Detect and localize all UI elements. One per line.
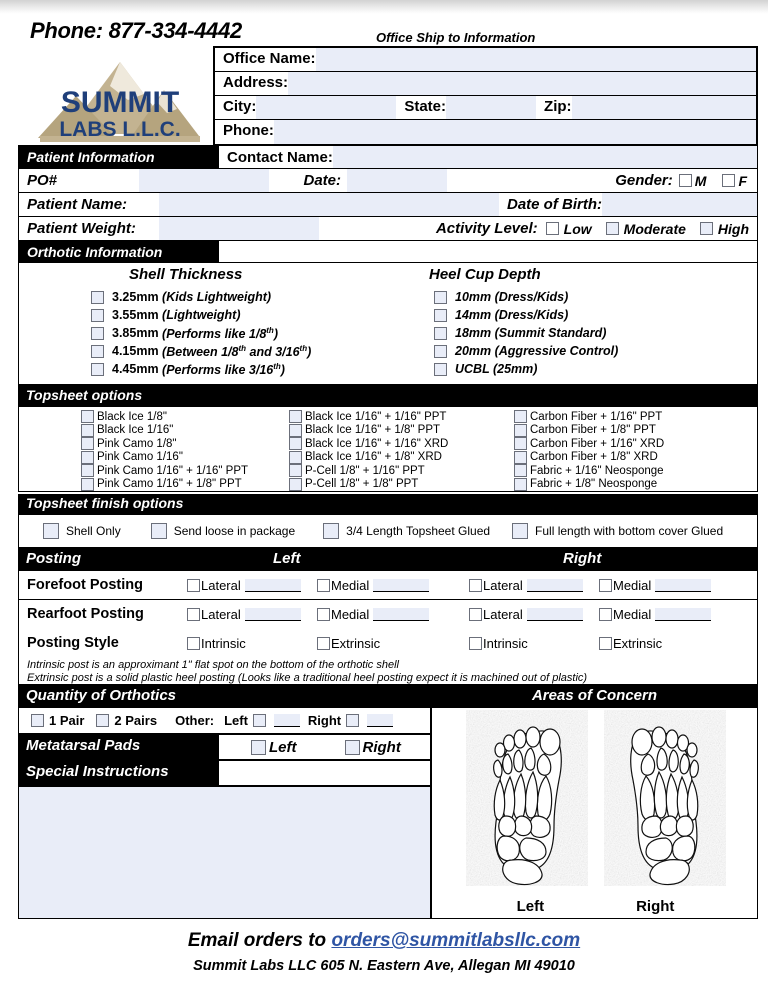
posting-title: Posting: [26, 550, 81, 567]
orthotic-information-panel: [18, 260, 758, 385]
style-left-intrinsic[interactable]: [187, 636, 246, 651]
left-foot-diagram[interactable]: [466, 710, 588, 886]
section-header-patient-information: Patient Information: [19, 146, 219, 168]
forefoot-left-medial-input[interactable]: [373, 579, 429, 592]
shell-option-row[interactable]: [91, 324, 311, 342]
date-label: Date:: [303, 172, 341, 189]
rearfoot-right-medial-input[interactable]: [655, 608, 711, 621]
heel-option-row[interactable]: [434, 306, 618, 324]
patient-name-label: Patient Name:: [27, 196, 128, 213]
two-pairs-checkbox[interactable]: [96, 714, 109, 727]
topsheet-option-checkbox[interactable]: [514, 410, 527, 423]
topsheet-option[interactable]: [289, 451, 448, 465]
left-foot-label: Left: [516, 898, 545, 915]
activity-high-checkbox[interactable]: [700, 222, 713, 235]
heel-option-row[interactable]: [434, 360, 618, 378]
topsheet-option-checkbox[interactable]: [81, 424, 94, 437]
finish-option-checkbox[interactable]: [512, 523, 528, 539]
heel-option-checkbox[interactable]: [434, 309, 447, 322]
forefoot-right-medial-input[interactable]: [655, 579, 711, 592]
section-header-topsheet-finish-options: [18, 494, 758, 515]
topsheet-option-label: Black Ice 1/16" + 1/8" PPT: [305, 424, 441, 437]
finish-option-checkbox[interactable]: [43, 523, 59, 539]
quantity-other-left[interactable]: [224, 713, 300, 728]
topsheet-option-label: Carbon Fiber + 1/16" XRD: [530, 437, 665, 450]
shell-option-row[interactable]: [91, 306, 311, 324]
topsheet-option-label: Fabric + 1/8" Neosponge: [530, 478, 658, 491]
rearfoot-left-lateral-checkbox[interactable]: [187, 608, 200, 621]
forefoot-posting-row: [19, 571, 757, 600]
gender-male-checkbox[interactable]: [679, 174, 692, 187]
intrinsic-label: Intrinsic: [483, 636, 528, 651]
heel-cup-depth-title: Heel Cup Depth: [429, 266, 541, 283]
topsheet-option-label: Carbon Fiber + 1/16" PPT: [530, 410, 663, 423]
heel-option-checkbox[interactable]: [434, 327, 447, 340]
topsheet-option-checkbox[interactable]: [514, 437, 527, 450]
heel-option-row[interactable]: [434, 342, 618, 360]
lateral-label: Lateral: [201, 578, 241, 593]
shell-option-checkbox[interactable]: [91, 309, 104, 322]
topsheet-option[interactable]: [81, 451, 248, 465]
forefoot-right-lateral-checkbox[interactable]: [469, 579, 482, 592]
table-row: [18, 193, 758, 217]
svg-text:LABS L.L.C.: LABS L.L.C.: [59, 118, 181, 141]
rearfoot-left-medial[interactable]: [317, 607, 429, 622]
shell-option-checkbox[interactable]: [91, 345, 104, 358]
rearfoot-posting-label: Rearfoot Posting: [27, 606, 144, 622]
shell-option-desc: (Between 1/8th and 3/16th): [162, 343, 312, 359]
topsheet-option[interactable]: [289, 464, 448, 478]
topsheet-option-label: Fabric + 1/16" Neosponge: [530, 464, 664, 477]
table-row: [215, 72, 756, 96]
quantity-two-pairs[interactable]: [96, 713, 157, 728]
topsheet-option-label: Black Ice 1/16" + 1/16" XRD: [305, 437, 449, 450]
topsheet-option-checkbox[interactable]: [81, 410, 94, 423]
forefoot-left-medial[interactable]: [317, 578, 429, 593]
shell-option-mm: 3.55mm: [112, 308, 159, 322]
special-instructions-title: Special Instructions: [26, 763, 169, 780]
metatarsal-left-label: Left: [269, 738, 297, 756]
topsheet-option[interactable]: [289, 424, 448, 438]
office-name-label: Office Name:: [215, 48, 316, 71]
patient-information-table: [18, 145, 758, 263]
rearfoot-right-lateral-checkbox[interactable]: [469, 608, 482, 621]
heel-option-row[interactable]: [434, 324, 618, 342]
topsheet-option[interactable]: [81, 478, 248, 492]
table-row: [215, 120, 756, 144]
intrinsic-label: Intrinsic: [201, 636, 246, 651]
finish-option[interactable]: [512, 523, 723, 539]
rearfoot-left-lateral-input[interactable]: [245, 608, 301, 621]
shell-option-mm: 3.25mm: [112, 290, 159, 304]
gender-female-label: F: [738, 172, 747, 189]
topsheet-option-label: P-Cell 1/8" + 1/8" PPT: [305, 478, 419, 491]
extrinsic-label: Extrinsic: [331, 636, 381, 651]
section-header-special-instructions: [18, 760, 218, 786]
shell-option-checkbox[interactable]: [91, 363, 104, 376]
topsheet-option-label: Pink Camo 1/16": [97, 451, 183, 464]
special-instructions-textarea[interactable]: [18, 786, 431, 919]
metatarsal-panel: [218, 734, 431, 760]
topsheet-option-label: Carbon Fiber + 1/8" PPT: [530, 424, 656, 437]
topsheet-finish-panel: [18, 515, 758, 548]
office-phone-label: Phone:: [215, 120, 274, 144]
svg-text:SUMMIT: SUMMIT: [60, 86, 180, 119]
finish-option[interactable]: [43, 523, 121, 539]
posting-note-intrinsic: Intrinsic post is an approximant 1" flat spot on the bottom of the orthotic shell: [27, 659, 399, 671]
section-header-quantity-of-orthotics: [18, 685, 431, 708]
address-input[interactable]: [288, 72, 756, 95]
shell-option-mm: 4.15mm: [112, 344, 159, 359]
topsheet-option-checkbox[interactable]: [289, 410, 302, 423]
gender-label: Gender:: [615, 172, 673, 189]
other-right-label: Right: [307, 713, 342, 728]
topsheet-option-checkbox[interactable]: [289, 424, 302, 437]
topsheet-options-panel: [18, 407, 758, 492]
state-label: State:: [396, 96, 446, 119]
activity-low-checkbox[interactable]: [546, 222, 559, 235]
gender-male-label: M: [694, 172, 707, 189]
metatarsal-left[interactable]: [251, 739, 297, 756]
forefoot-right-lateral[interactable]: [469, 578, 583, 593]
style-right-intrinsic-checkbox[interactable]: [469, 637, 482, 650]
quantity-one-pair[interactable]: [31, 713, 84, 728]
finish-option-label: Send loose in package: [173, 524, 296, 538]
office-ship-to-table: [213, 46, 758, 146]
quantity-panel: [18, 708, 431, 734]
topsheet-option[interactable]: [289, 478, 448, 492]
rearfoot-left-medial-checkbox[interactable]: [317, 608, 330, 621]
extrinsic-label: Extrinsic: [613, 636, 663, 651]
rearfoot-left-medial-input[interactable]: [373, 608, 429, 621]
topsheet-option-checkbox[interactable]: [81, 478, 94, 491]
heel-option-checkbox[interactable]: [434, 345, 447, 358]
address-label: Address:: [215, 72, 288, 95]
posting-left-title: Left: [273, 550, 301, 567]
topsheet-option[interactable]: [514, 424, 664, 438]
gender-female-checkbox[interactable]: [722, 174, 735, 187]
topsheet-option-label: Black Ice 1/16" + 1/8" XRD: [305, 451, 442, 464]
metatarsal-right-checkbox[interactable]: [345, 740, 360, 755]
topsheet-option[interactable]: [81, 437, 248, 451]
topsheet-option[interactable]: [514, 451, 664, 465]
section-header-posting: [18, 548, 758, 571]
style-left-intrinsic-checkbox[interactable]: [187, 637, 200, 650]
lateral-label: Lateral: [483, 578, 523, 593]
topsheet-option-label: Pink Camo 1/16" + 1/16" PPT: [97, 464, 249, 477]
po-number-input[interactable]: [139, 169, 269, 192]
table-row: [18, 169, 758, 193]
table-row: [18, 217, 758, 241]
topsheet-option[interactable]: [81, 464, 248, 478]
areas-of-concern-title: Areas of Concern: [531, 687, 658, 704]
heel-option-label: 10mm (Dress/Kids): [455, 290, 569, 304]
right-foot-label: Right: [636, 898, 675, 915]
heel-option-label: 20mm (Aggressive Control): [455, 344, 619, 358]
zip-input[interactable]: [572, 96, 756, 119]
style-right-extrinsic[interactable]: [599, 636, 662, 651]
heel-option-checkbox[interactable]: [434, 291, 447, 304]
posting-style-row: [19, 629, 757, 654]
topsheet-option-checkbox[interactable]: [289, 464, 302, 477]
shell-option-desc: (Kids Lightweight): [162, 290, 272, 304]
rearfoot-right-medial-checkbox[interactable]: [599, 608, 612, 621]
topsheet-option-checkbox[interactable]: [514, 478, 527, 491]
heel-option-label: 14mm (Dress/Kids): [455, 308, 569, 322]
medial-label: Medial: [331, 578, 370, 593]
finish-option-checkbox[interactable]: [151, 523, 167, 539]
shell-option-desc: (Performs like 3/16th): [162, 361, 285, 377]
forefoot-left-lateral-checkbox[interactable]: [187, 579, 200, 592]
heel-option-label: 18mm (Summit Standard): [455, 326, 607, 340]
activity-moderate-label: Moderate: [623, 220, 686, 237]
city-input[interactable]: [256, 96, 396, 119]
metatarsal-left-checkbox[interactable]: [251, 740, 266, 755]
finish-option-label: Shell Only: [66, 524, 121, 538]
zip-label: Zip:: [536, 96, 572, 119]
shell-option-row[interactable]: [91, 342, 311, 360]
topsheet-column-1: [81, 410, 248, 491]
finish-option[interactable]: [323, 523, 490, 539]
table-row: [18, 145, 758, 169]
style-right-intrinsic[interactable]: [469, 636, 528, 651]
posting-right-title: Right: [563, 550, 602, 567]
activity-low-label: Low: [563, 220, 592, 237]
heel-cup-depth-options: [434, 288, 618, 378]
other-left-input[interactable]: [274, 714, 300, 727]
posting-note-extrinsic: Extrinsic post is a solid plastic heel posting (Looks like a traditional heel posting expect it is machined out of plastic): [27, 672, 588, 684]
other-right-checkbox[interactable]: [346, 714, 359, 727]
summit-labs-logo: [24, 56, 216, 148]
orders-email-link[interactable]: orders@summitlabsllc.com: [331, 930, 581, 951]
lateral-label: Lateral: [201, 607, 241, 622]
section-header-metatarsal-pads: [18, 734, 218, 760]
rearfoot-right-lateral-input[interactable]: [527, 608, 583, 621]
topsheet-option[interactable]: [81, 410, 248, 424]
date-of-birth-input[interactable]: [602, 193, 757, 216]
section-header-areas-of-concern: [431, 685, 758, 708]
topsheet-finish-title: Topsheet finish options: [26, 495, 184, 511]
topsheet-option-checkbox[interactable]: [514, 451, 527, 464]
two-pairs-label: 2 Pairs: [114, 713, 158, 728]
quantity-other-label: Other:: [175, 713, 215, 728]
shell-option-mm: 4.45mm: [112, 362, 159, 377]
other-left-label: Left: [224, 713, 248, 728]
activity-high-label: High: [717, 220, 749, 237]
topsheet-option[interactable]: [514, 410, 664, 424]
posting-style-label: Posting Style: [27, 635, 119, 651]
topsheet-column-2: [289, 410, 448, 491]
right-foot-diagram[interactable]: [604, 710, 726, 886]
topsheet-option-label: Pink Camo 1/16" + 1/8" PPT: [97, 478, 242, 491]
shell-option-desc: (Performs like 1/8th): [162, 325, 278, 341]
one-pair-label: 1 Pair: [49, 713, 85, 728]
heel-option-row[interactable]: [434, 288, 618, 306]
topsheet-option-label: Black Ice 1/16" + 1/16" PPT: [305, 410, 447, 423]
forefoot-right-lateral-input[interactable]: [527, 579, 583, 592]
shell-option-row[interactable]: [91, 288, 311, 306]
medial-label: Medial: [331, 607, 370, 622]
city-label: City:: [215, 96, 256, 119]
shell-option-mm: 3.85mm: [112, 326, 159, 341]
activity-moderate-checkbox[interactable]: [606, 222, 619, 235]
heel-option-label: UCBL (25mm): [455, 362, 538, 376]
topsheet-option-checkbox[interactable]: [514, 464, 527, 477]
company-address: Summit Labs LLC 605 N. Eastern Ave, Allegan MI 49010: [193, 958, 575, 974]
topsheet-option-checkbox[interactable]: [81, 451, 94, 464]
rearfoot-right-lateral[interactable]: [469, 607, 583, 622]
date-of-birth-label: Date of Birth:: [507, 196, 602, 213]
topsheet-option-label: Pink Camo 1/8": [97, 437, 177, 450]
section-header-topsheet-options: [18, 385, 758, 407]
shell-option-desc: (Lightweight): [162, 308, 241, 322]
office-phone-input[interactable]: [274, 120, 756, 144]
state-input[interactable]: [446, 96, 536, 119]
rearfoot-posting-row: [19, 600, 757, 629]
topsheet-option[interactable]: [514, 478, 664, 492]
phone-heading: Phone: 877-334-4442: [30, 18, 242, 43]
topsheet-option-label: Black Ice 1/8": [97, 410, 167, 423]
topsheet-option-label: P-Cell 1/8" + 1/16" PPT: [305, 464, 425, 477]
email-orders-prefix: Email orders to: [187, 930, 332, 951]
finish-option-label: 3/4 Length Topsheet Glued: [346, 524, 491, 538]
finish-option-label: Full length with bottom cover Glued: [535, 524, 724, 538]
forefoot-left-lateral[interactable]: [187, 578, 301, 593]
topsheet-option-checkbox[interactable]: [289, 478, 302, 491]
activity-level-label: Activity Level:: [435, 220, 538, 237]
topsheet-option-checkbox[interactable]: [81, 437, 94, 450]
metatarsal-title: Metatarsal Pads: [26, 737, 141, 754]
forefoot-left-lateral-input[interactable]: [245, 579, 301, 592]
forefoot-posting-label: Forefoot Posting: [27, 577, 143, 593]
date-input[interactable]: [347, 169, 447, 192]
topsheet-option[interactable]: [289, 437, 448, 451]
special-instructions-header-blank: [218, 760, 431, 786]
style-left-extrinsic-checkbox[interactable]: [317, 637, 330, 650]
shell-option-checkbox[interactable]: [91, 327, 104, 340]
finish-option[interactable]: [151, 523, 295, 539]
patient-weight-input[interactable]: [159, 217, 319, 240]
forefoot-right-medial[interactable]: [599, 578, 711, 593]
contact-name-label: Contact Name:: [227, 149, 333, 166]
quantity-other-right[interactable]: [308, 713, 393, 728]
medial-label: Medial: [613, 578, 652, 593]
topsheet-option[interactable]: [289, 410, 448, 424]
forefoot-left-medial-checkbox[interactable]: [317, 579, 330, 592]
topsheet-option[interactable]: [81, 424, 248, 438]
topsheet-option[interactable]: [514, 437, 664, 451]
finish-option-checkbox[interactable]: [323, 523, 339, 539]
patient-name-input[interactable]: [159, 193, 499, 216]
shell-thickness-options: [91, 288, 311, 378]
section-header-orthotic-information: Orthotic Information: [19, 241, 219, 262]
posting-panel: [18, 571, 758, 685]
topsheet-option-checkbox[interactable]: [514, 424, 527, 437]
topsheet-option-checkbox[interactable]: [289, 451, 302, 464]
topsheet-option[interactable]: [514, 464, 664, 478]
quantity-title: Quantity of Orthotics: [26, 687, 176, 704]
topsheet-options-title: Topsheet options: [26, 387, 143, 403]
other-right-input[interactable]: [367, 714, 393, 727]
heel-option-checkbox[interactable]: [434, 363, 447, 376]
shell-option-checkbox[interactable]: [91, 291, 104, 304]
contact-name-input[interactable]: [333, 146, 757, 168]
email-orders-line: [0, 930, 768, 952]
rearfoot-right-medial[interactable]: [599, 607, 711, 622]
po-number-label: PO#: [27, 172, 58, 189]
topsheet-option-checkbox[interactable]: [289, 437, 302, 450]
areas-of-concern-panel: [431, 708, 758, 919]
topsheet-option-label: Black Ice 1/16": [97, 424, 174, 437]
shell-thickness-title: Shell Thickness: [129, 266, 243, 283]
table-row: [215, 48, 756, 72]
metatarsal-right[interactable]: [345, 739, 401, 756]
topsheet-option-checkbox[interactable]: [81, 464, 94, 477]
office-name-input[interactable]: [316, 48, 756, 71]
lateral-label: Lateral: [483, 607, 523, 622]
patient-weight-label: Patient Weight:: [27, 220, 136, 237]
style-right-extrinsic-checkbox[interactable]: [599, 637, 612, 650]
one-pair-checkbox[interactable]: [31, 714, 44, 727]
shell-option-row[interactable]: [91, 360, 311, 378]
rearfoot-left-lateral[interactable]: [187, 607, 301, 622]
topsheet-option-label: Carbon Fiber + 1/8" XRD: [530, 451, 658, 464]
table-row: [215, 96, 756, 120]
forefoot-right-medial-checkbox[interactable]: [599, 579, 612, 592]
style-left-extrinsic[interactable]: [317, 636, 380, 651]
ship-to-title: Office Ship to Information: [376, 30, 536, 45]
medial-label: Medial: [613, 607, 652, 622]
topsheet-column-3: [514, 410, 664, 491]
other-left-checkbox[interactable]: [253, 714, 266, 727]
metatarsal-right-label: Right: [362, 738, 401, 756]
